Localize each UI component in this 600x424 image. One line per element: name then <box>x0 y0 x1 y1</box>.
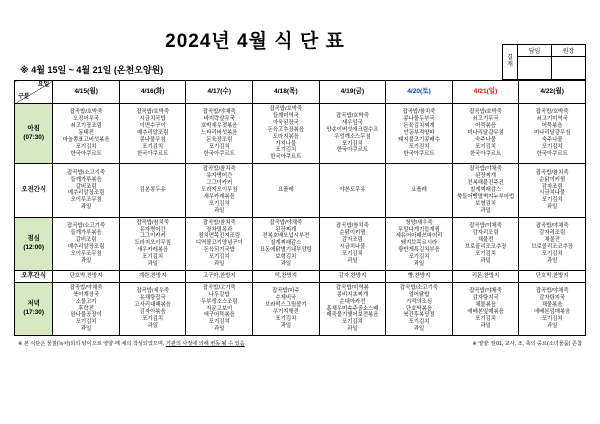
menu-item: 포기김치 <box>208 200 230 207</box>
menu-item: 콩비지초찌개 <box>336 291 369 298</box>
menu-cell-r4-c1 <box>119 282 186 335</box>
menu-item: 채물볶음 <box>541 302 563 309</box>
menu-item: 포기김치 <box>208 319 230 326</box>
menu-item: 김자아볶음 <box>139 309 166 316</box>
menu-item: 그그이카커 <box>139 233 166 240</box>
approval-column-body <box>518 57 551 79</box>
menu-cell-r0-c5 <box>386 104 453 164</box>
menu-item: 포기김치 <box>142 315 164 322</box>
menu-item: 얼어닭밥 <box>408 291 430 298</box>
menu-item: 과일 <box>413 326 425 333</box>
menu-item: 광반게특김치부음 <box>398 247 440 254</box>
menu-item: 숙주나물 <box>541 137 563 144</box>
menu-item: 어묵볶음 <box>541 123 563 130</box>
menu-cell-r2-c0 <box>53 217 120 270</box>
menu-cell-r2-c5 <box>386 217 453 270</box>
menu-item: 포기김치 <box>275 147 297 154</box>
menu-item: 느타리버섯볶음 <box>201 130 238 137</box>
table-row <box>15 164 586 217</box>
menu-item: 콩나물무침 <box>139 137 166 144</box>
menu-item: 과일 <box>80 326 92 333</box>
menu-item: 두부생소스조림 <box>201 298 238 305</box>
menu-item: 잡곡밥/호박죽 <box>535 109 569 116</box>
approval-column-1 <box>551 45 585 79</box>
approval-columns <box>518 45 585 79</box>
row-header-0 <box>15 104 53 164</box>
footnote-right: ※ 영양: 탄01, 교사, 조, 축의 중요(소녀물품) 존참 <box>472 341 582 348</box>
menu-item: 소물고기 <box>75 298 97 305</box>
menu-item: 쑥들어빵멸벽지누부어법 <box>456 193 515 200</box>
menu-item: 한국아쿠르트 <box>469 150 502 157</box>
menu-item: 단호박볶음 <box>405 305 433 312</box>
menu-item: 빵,찬방지 <box>407 272 431 279</box>
row-header-line: 저녁 <box>27 300 40 308</box>
menu-item: 단호박,찬방지 <box>69 272 103 279</box>
menu-item: 잡곡밥/호박죽 <box>336 112 369 119</box>
menu-cell-r0-c4 <box>319 104 386 164</box>
corner-label-category: 구분 <box>18 94 30 101</box>
menu-item: 유채탕잡국 <box>139 295 166 302</box>
menu-item: 들깨가루볶음 <box>70 176 102 183</box>
menu-item: 된장찌개 <box>475 173 496 180</box>
menu-item: 감자,찬방지 <box>338 272 367 279</box>
table-row <box>15 270 586 282</box>
menu-item: 시금치나물 <box>539 190 566 197</box>
menu-item: 돈육장조림 <box>206 137 233 144</box>
menu-cell-r1-c3 <box>253 164 320 217</box>
table-row <box>15 104 586 164</box>
menu-item: 포기김치 <box>75 143 97 150</box>
menu-item: 과일 <box>80 257 92 264</box>
menu-item: 채물전 <box>477 236 494 243</box>
row-header-3 <box>15 270 53 282</box>
menu-item: 한국아쿠르트 <box>270 154 302 161</box>
menu-cell-r3-c0 <box>53 270 120 282</box>
menu-item: 보형김치 <box>275 254 297 261</box>
approval-column-body <box>552 57 585 79</box>
table-corner-cell <box>15 81 53 104</box>
page-title: 2024년 4월 식 단 표 <box>165 31 345 52</box>
menu-cell-r0-c7 <box>519 104 586 164</box>
menu-item: 애배본잎매볶음 <box>533 309 571 316</box>
menu-cell-r4-c5 <box>386 282 453 335</box>
menu-cell-r3-c5 <box>386 270 453 282</box>
menu-item: 보형김치 <box>475 200 496 207</box>
menu-item: 칠게찌래감스 <box>270 240 302 247</box>
menu-item: 바지락살무국 <box>203 116 235 123</box>
menu-item: 브로콜리조코추장 <box>531 243 574 250</box>
menu-item: 그그이카커 <box>206 180 233 187</box>
menu-cell-r1-c0 <box>53 164 120 217</box>
menu-item: 잡곡밥/세우죽 <box>136 288 170 295</box>
menu-item: 마늘쫑표고버섯볶음 <box>62 137 110 144</box>
menu-item: 무말나개기들게찜 <box>398 226 440 233</box>
menu-item: 잡곡밥/야채죽 <box>535 223 569 230</box>
menu-cell-r0-c6 <box>452 104 519 164</box>
menu-item: 도라지오이무침 <box>134 240 171 247</box>
menu-item: 도라지오이무침 <box>201 186 238 193</box>
menu-item: 포기김치 <box>75 319 97 326</box>
menu-item: 과일 <box>546 204 558 211</box>
menu-item: 포기김치 <box>541 250 563 257</box>
menu-item: 잡곡밥/야채죽 <box>202 109 236 116</box>
menu-cell-r4-c0 <box>53 282 120 335</box>
menu-item: 떡,찬방지 <box>274 272 298 279</box>
menu-item: 우엉깨소스무침 <box>334 133 371 140</box>
menu-item: 어묵볶음 <box>475 123 496 130</box>
menu-item: 포기김치 <box>142 254 164 261</box>
menu-item: 갈비조림 <box>75 183 97 190</box>
menu-item: 감자조림 <box>541 183 563 190</box>
menu-item: 포기김치 <box>475 250 496 257</box>
menu-item: 과일 <box>546 322 558 329</box>
menu-cell-r0-c1 <box>119 104 186 164</box>
menu-item: 가지나물 <box>275 140 297 147</box>
menu-cell-r1-c1 <box>119 164 186 217</box>
menu-item: 잡곡밥/참치죽 <box>535 169 569 176</box>
menu-item: 잡곡밥/호박죽 <box>469 109 502 116</box>
menu-item: 동태전 <box>78 130 94 137</box>
menu-item: 과일 <box>147 322 158 329</box>
day-header-5: 4/20(토) <box>386 81 453 104</box>
menu-item: 잡곡밥/마주 <box>272 288 300 295</box>
menu-cell-r3-c2 <box>186 270 253 282</box>
menu-item: 과일 <box>546 257 558 264</box>
menu-item: 우거지햇전 <box>272 309 299 316</box>
menu-item: 잡곡밥/호박죽 <box>269 106 303 112</box>
menu-item: 오이무조무침 <box>70 197 102 204</box>
menu-item: 잡곡밥/소고기죽 <box>400 284 438 291</box>
footnote-left-pre: ※ 본 식단은 물질(녹차)외의 양이으로 영양·메 예의 작성되었으며, <box>18 341 165 348</box>
menu-item: 감자리조림 <box>539 229 566 236</box>
menu-item: 과일 <box>480 322 491 329</box>
menu-item: 돈육김치찌개 <box>403 123 435 130</box>
menu-cell-r2-c7 <box>519 217 586 270</box>
menu-item: 들깨가루볶음 <box>70 229 102 236</box>
menu-item: 장차멸폭과 <box>206 226 233 233</box>
menu-item: 미나리달걀무침 <box>467 130 504 137</box>
day-header-4: 4/19(금) <box>319 81 386 104</box>
table-header-row <box>15 81 586 104</box>
menu-item: 쇠고기미역국 <box>536 116 568 123</box>
menu-item: 유자병어간 <box>206 173 233 180</box>
approval-column-head: 원장 <box>552 45 585 57</box>
menu-item: 숙주나물 <box>475 137 496 144</box>
menu-item: 홈채우미속주골소스배 <box>326 305 379 312</box>
menu-cell-r4-c7 <box>519 282 586 335</box>
menu-item: 쇠고기무국 <box>472 116 499 123</box>
row-header-line: (12:00) <box>23 243 44 251</box>
menu-item: 한국아쿠르트 <box>137 150 169 157</box>
menu-item: 유자병어간 <box>139 226 166 233</box>
menu-cell-r2-c2 <box>186 217 253 270</box>
menu-cell-r3-c6 <box>452 270 519 282</box>
menu-cell-r3-c3 <box>253 270 320 282</box>
row-header-line: (07:30) <box>23 133 44 141</box>
menu-cell-r2-c3 <box>253 217 320 270</box>
corner-label-day: 요일 <box>37 82 50 88</box>
menu-item: 포기김치 <box>408 143 430 150</box>
menu-item: 잡곡밥/야채죽 <box>535 288 569 295</box>
menu-item: 메추리알조림 <box>137 130 169 137</box>
menu-item: 포기김치 <box>475 143 496 150</box>
menu-item: 포기김치 <box>408 319 430 326</box>
row-header-line: 오후간식 <box>21 272 47 280</box>
menu-item: 완나물공장이 <box>70 312 102 319</box>
menu-item: 이면수구이 <box>139 123 166 130</box>
menu-item: 애배본잎매볶음 <box>467 309 504 316</box>
menu-item: 아욱된장국 <box>272 119 299 126</box>
menu-item: 요플레 <box>411 186 427 193</box>
menu-item: 감자탕지국 <box>472 295 499 302</box>
menu-item: 돈육고추장볶음 <box>267 126 305 133</box>
menu-item: 순대아카전 <box>339 298 366 305</box>
menu-item: 과일 <box>347 326 358 333</box>
menu-item: 한국아쿠르트 <box>403 150 435 157</box>
menu-item: 기적의조심 <box>405 298 433 305</box>
menu-item: 포기김치 <box>475 315 496 322</box>
menu-item: 요플레 <box>278 186 294 193</box>
menu-item: 묘동에닭별기내부앙텅 <box>259 247 312 254</box>
menu-item: 칠게찌래감스 <box>469 186 502 193</box>
menu-item: 과일 <box>280 322 292 329</box>
table-row <box>15 282 586 335</box>
menu-item: 포기김치 <box>342 250 363 257</box>
menu-item: 잡곡밥/참치죽 <box>202 166 236 173</box>
menu-item: 계란,찬방지 <box>138 272 167 279</box>
menu-cell-r1-c2 <box>186 164 253 217</box>
menu-item: 포기김치 <box>275 315 297 322</box>
menu-cell-r1-c6 <box>452 164 519 217</box>
menu-item: 한국아쿠르트 <box>536 150 568 157</box>
menu-item: 브로콜리조코추장 <box>464 243 507 250</box>
menu-item: 양송이버섯애크림수프 <box>326 126 379 133</box>
day-header-2: 4/17(수) <box>186 81 253 104</box>
menu-item: 잡곡밥/야채죽 <box>69 284 103 291</box>
menu-cell-r3-c4 <box>319 270 386 282</box>
menu-cell-r0-c0 <box>53 104 120 164</box>
approval-column-0 <box>518 45 551 79</box>
menu-item: 돼지브목르시라 <box>400 240 438 247</box>
menu-item: 단호박,찬방지 <box>535 272 569 279</box>
menu-item: 포기김치 <box>541 197 563 204</box>
menu-cell-r4-c6 <box>452 282 519 335</box>
menu-item: 콩나물두부국 <box>403 116 435 123</box>
menu-item: 한국아쿠르트 <box>70 150 102 157</box>
menu-cell-r4-c2 <box>186 282 253 335</box>
menu-item: 포기김치 <box>408 254 430 261</box>
row-header-4 <box>15 282 53 335</box>
day-header-1: 4/16(화) <box>119 81 186 104</box>
menu-item: 잡곡밥/참치죽 <box>136 219 170 226</box>
row-header-line: 아침 <box>27 124 40 132</box>
menu-item: 잡곡밥/참치죽 <box>336 223 369 230</box>
menu-item: 호박새우젓볶음 <box>201 123 238 130</box>
menu-cell-r4-c3 <box>253 282 320 335</box>
approval-label-char-1: 결 <box>507 55 513 62</box>
day-header-0: 4/15(월) <box>53 81 120 104</box>
menu-item: 잡곡밥/야채죽 <box>469 166 502 173</box>
menu-item: 잡곡밥/고기죽 <box>202 284 236 291</box>
menu-item: 잡곡밥/야채죽 <box>469 288 502 295</box>
menu-cell-r1-c4 <box>319 164 386 217</box>
row-header-2 <box>15 217 53 270</box>
row-header-line: 오전간식 <box>21 186 47 194</box>
approval-label <box>503 45 518 79</box>
menu-item: 새우카레볶음 <box>203 193 235 200</box>
row-header-line: 점심 <box>27 235 40 243</box>
menu-item: 과일 <box>347 257 358 264</box>
menu-item: 메추리알장조림 <box>67 190 105 197</box>
menu-item: 쇠고기장조림 <box>70 123 102 130</box>
menu-cell-r4-c4 <box>319 282 386 335</box>
menu-item: 포기김치 <box>541 315 563 322</box>
menu-item: 리몬,찬방지 <box>471 272 500 279</box>
menu-item: 들깨미역국 <box>272 112 299 119</box>
row-header-line: (17:30) <box>23 309 44 317</box>
menu-item: 과일 <box>214 261 225 268</box>
menu-item: 오징어무국 <box>73 116 100 123</box>
menu-item: 야본도무유 <box>339 186 366 193</box>
menu-item: 매죽물기햇어보전볶음 <box>326 312 379 319</box>
menu-item: 나두갈밥 <box>208 291 230 298</box>
menu-item: 언동부적양파 <box>403 130 435 137</box>
menu-item: 미나리달걀무침 <box>533 130 571 137</box>
menu-item: 포기김치 <box>142 143 164 150</box>
menu-item: 한국아쿠르트 <box>336 147 369 154</box>
menu-item: 새우잎국 <box>342 119 363 126</box>
menu-cell-r2-c6 <box>452 217 519 270</box>
menu-cell-r3-c1 <box>119 270 186 282</box>
day-header-3: 4/18(목) <box>253 81 320 104</box>
menu-item: 포기김치 <box>342 319 363 326</box>
footnotes <box>14 340 586 347</box>
menu-item: 김본콩두유 <box>139 186 166 193</box>
row-header-1 <box>15 164 53 217</box>
menu-item: 돈육되기국밥 <box>203 247 235 254</box>
menu-cell-r1-c5 <box>386 164 453 217</box>
menu-item: 한국아쿠르트 <box>203 150 235 157</box>
menu-item: 감자탕지국 <box>539 295 566 302</box>
approval-stamp-box <box>502 44 586 80</box>
day-header-7: 4/22(월) <box>519 81 586 104</box>
menu-item: 잡곡밥/참치죽 <box>402 109 436 116</box>
menu-item: 과일 <box>480 257 491 264</box>
menu-item: 잡곡밥/호박죽 <box>136 109 170 116</box>
menu-item: 채물전 <box>544 236 560 243</box>
menu-item: 포기김치 <box>208 143 230 150</box>
approval-label-char-2: 재 <box>507 62 513 68</box>
day-header-6: 4/21(일) <box>452 81 519 104</box>
footnote-left-underline: 기관의 사정에 의해 변동 될 수 있음 <box>165 341 245 348</box>
menu-item: 북간후복당점 <box>403 312 435 319</box>
menu-item: 과일 <box>280 261 292 268</box>
menu-item: 잡곡밥/야채죽 <box>269 219 303 226</box>
menu-item: 오이무조무침 <box>70 250 102 257</box>
menu-item: 전복해물진주진 <box>467 180 504 187</box>
menu-item: 감자리조림 <box>472 229 499 236</box>
menu-item: 전복호배오넙시부전 <box>262 233 310 240</box>
menu-item: 고구마,찬방지 <box>202 272 236 279</box>
menu-item: 시금치나물 <box>339 243 366 250</box>
menu-item: 감자조림 <box>342 236 363 243</box>
menu-item: 순닭이키찜 <box>339 229 366 236</box>
menu-item: 잡곡밥/소고기죽 <box>67 169 106 176</box>
menu-item: 청양/새우죽 <box>405 219 433 226</box>
menu-item: 과일 <box>214 207 225 214</box>
menu-item: 갈비조림 <box>75 236 97 243</box>
menu-item: 수제비국 <box>275 295 297 302</box>
table-row <box>15 217 586 270</box>
menu-item: 포기김치 <box>208 254 230 261</box>
menu-item: 참치면목진지조림 <box>198 233 241 240</box>
menu-table <box>14 80 586 336</box>
menu-item: 과일 <box>413 261 425 268</box>
menu-item: 순닭이키찜 <box>539 176 566 183</box>
menu-item: 도라지볶음 <box>272 133 299 140</box>
date-range-subtitle: ※ 4월 15일 ~ 4월 21일 (온천오양원) <box>20 65 164 75</box>
approval-column-head: 담임 <box>518 45 551 57</box>
menu-item: 과일 <box>480 207 491 214</box>
menu-item: 채물볶음 <box>475 302 496 309</box>
menu-item: 포기김치 <box>342 140 363 147</box>
menu-item: 잡곡밥/호박죽 <box>69 109 103 116</box>
menu-cell-r2-c1 <box>119 217 186 270</box>
menu-item: 잡곡밥/미역볶 <box>336 284 369 291</box>
menu-item: 된장찌개 <box>275 226 297 233</box>
menu-item: 과일 <box>147 261 158 268</box>
table-body <box>15 104 586 336</box>
menu-cell-r2-c4 <box>319 217 386 270</box>
menu-cell-r3-c7 <box>519 270 586 282</box>
menu-cell-r0-c2 <box>186 104 253 164</box>
menu-item: 잡곡밥/야채죽 <box>469 223 502 230</box>
menu-item: 돼지불고기콩배추 <box>398 137 440 144</box>
menu-item: 포기김치 <box>541 143 563 150</box>
menu-item: 세유어어패쓰파어리 <box>395 233 443 240</box>
menu-item: 후락전 <box>78 305 94 312</box>
menu-item: 과일 <box>214 326 225 333</box>
menu-item: 과일 <box>80 204 92 211</box>
menu-item: 자문고보이 <box>206 305 233 312</box>
menu-item: 새우카레볶음 <box>137 247 169 254</box>
menu-item: 시금치국밥 <box>139 116 166 123</box>
menu-item: 애구어묵볶음 <box>203 312 235 319</box>
menu-item: 브라떡스그릴볼기 <box>265 302 307 309</box>
menu-item: 북어계장국 <box>73 291 100 298</box>
menu-item: 잡곡밥/참치죽 <box>202 219 236 226</box>
menu-item: 잡곡밥/소고기죽 <box>67 223 106 230</box>
menu-item: 디역볼고기양념구이 <box>195 240 243 247</box>
menu-item: 고사리대패볶음 <box>134 302 171 309</box>
menu-cell-r1-c7 <box>519 164 586 217</box>
footnote-left <box>18 340 245 347</box>
menu-cell-r0-c3 <box>253 104 320 164</box>
menu-item: 메추리알장조림 <box>67 243 105 250</box>
